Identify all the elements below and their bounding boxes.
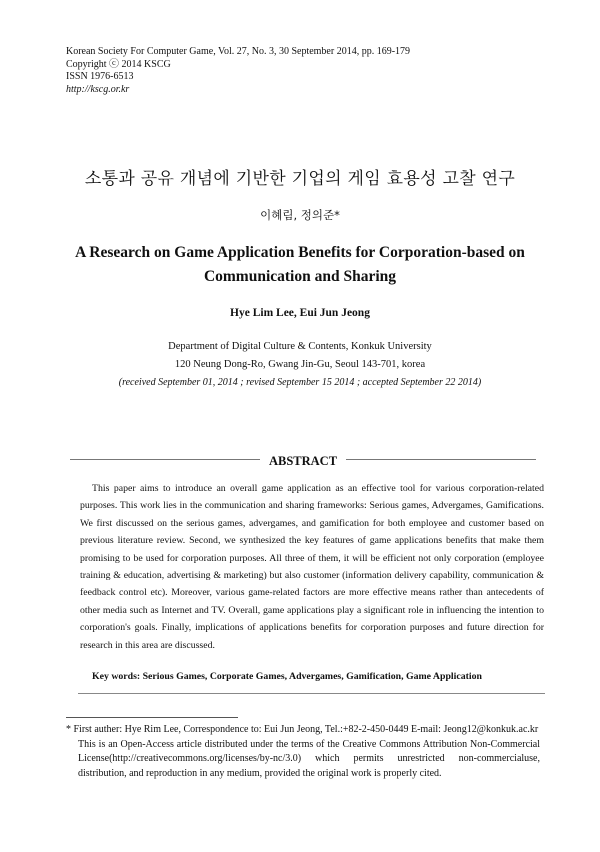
abstract-heading: ABSTRACT: [268, 454, 338, 468]
abstract-rule-left: [70, 459, 260, 460]
footnote-rule: [66, 717, 238, 718]
journal-header: [66, 46, 410, 96]
issn-line: ISSN 1976-6513: [66, 71, 134, 82]
abstract-text: This paper aims to introduce an overall game application as an effective tool for various corporation-related purposes. This work lies in the communication and sharing frameworks: Serious games, Advergames, Gamifications. We first discussed on the serious games, advergames, and gamification for both employee and customer based on previous literature review. Second, we synthesized the key features of game applications benefits that make them promising to be used for corporation purposes. All three of them, it will be efficient not only corporation (employee training & education, advertising & marketing) but also customer (information delivery capability, communication & feedback control etc). Moreover, various game-related factors are more effective means rather than antecedents of other media such as Internet and TV. Overall, game applications play a significant role in influencing the intention to corporation's goals. Finally, implications of applications benefits for corporation purposes and future direction for research in this area are discussed.: [80, 483, 544, 651]
address: 120 Neung Dong-Ro, Gwang Jin-Gu, Seoul 143-701, korea: [174, 359, 426, 370]
copyright-line: Copyright ⓒ 2014 KSCG: [66, 58, 171, 70]
abstract-bottom-rule: [78, 693, 545, 694]
abstract-rule-right: [346, 459, 536, 460]
authors-english: Hye Lim Lee, Eui Jun Jeong: [230, 307, 370, 319]
keywords: Key words: Serious Games, Corporate Games, Advergames, Gamification, Game Application: [92, 671, 482, 682]
authors-korean: 이혜림, 정의준*: [260, 208, 340, 222]
department: Department of Digital Culture & Contents, Konkuk University: [168, 341, 432, 352]
journal-url[interactable]: http://kscg.or.kr: [66, 83, 130, 95]
journal-line: Korean Society For Computer Game, Vol. 27, No. 3, 30 September 2014, pp. 169-179: [66, 46, 411, 57]
affiliation: [0, 338, 600, 392]
footnote: [66, 723, 540, 781]
footnote-correspondence: * First auther: Hye Rim Lee, Correspondence to: Eui Jun Jeong, Tel.:+82-2-450-0449 E-mail: Jeong12@konkuk.ac.kr: [66, 724, 539, 735]
abstract-heading-row: [70, 452, 536, 466]
footnote-open-access: This is an Open-Access article distributed under the terms of the Creative Commons Attribution Non-Commercial License(http://creativecommons.org/licenses/by-nc/3.0) which permits unrestricted non-commercialuse, distribution, and reproduction in any medium, provided the original work is properly cited.: [78, 738, 540, 779]
submission-dates: (received September 01, 2014 ; revised September 15 2014 ; accepted September 22 2014): [118, 377, 482, 388]
title-korean: 소통과 공유 개념에 기반한 기업의 게임 효용성 고찰 연구: [84, 169, 516, 189]
title-english: A Research on Game Application Benefits for Corporation-based on Communication and Sharing: [75, 244, 525, 285]
